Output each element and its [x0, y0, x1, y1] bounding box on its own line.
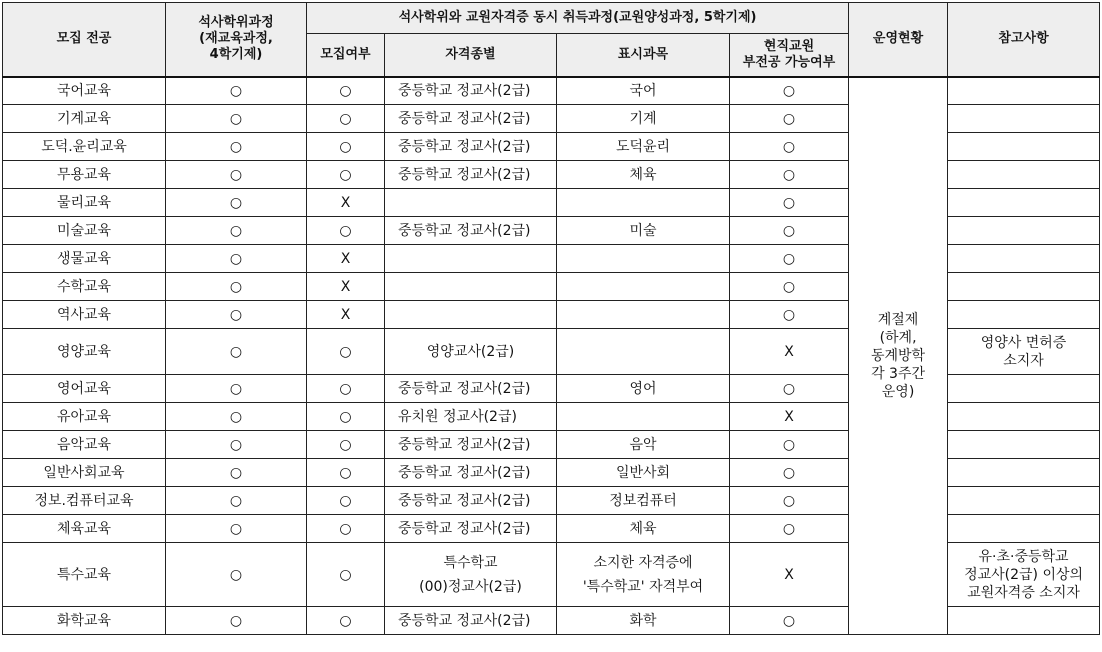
table-row	[3, 77, 1100, 105]
master-available-cell: ○	[166, 375, 307, 403]
teacher-minor-cell: ○	[730, 77, 849, 105]
reference-note-cell	[948, 105, 1100, 133]
reference-note-cell	[948, 189, 1100, 217]
major-cell: 음악교육	[3, 431, 166, 459]
teacher-minor-cell: ○	[730, 217, 849, 245]
display-subject-cell	[557, 273, 730, 301]
reference-note-cell	[948, 607, 1100, 635]
teacher-minor-cell: X	[730, 543, 849, 607]
teacher-minor-cell: ○	[730, 161, 849, 189]
display-subject-cell: 국어	[557, 77, 730, 105]
display-subject-cell: 체육	[557, 161, 730, 189]
recruit-cell: ○	[307, 607, 385, 635]
master-available-cell: ○	[166, 273, 307, 301]
major-cell: 도덕.윤리교육	[3, 133, 166, 161]
reference-note-cell	[948, 375, 1100, 403]
teacher-minor-cell: ○	[730, 273, 849, 301]
display-subject-cell: 미술	[557, 217, 730, 245]
reference-note-cell	[948, 133, 1100, 161]
master-available-cell: ○	[166, 217, 307, 245]
display-subject-cell: 음악	[557, 431, 730, 459]
teacher-minor-cell: ○	[730, 301, 849, 329]
major-cell: 역사교육	[3, 301, 166, 329]
major-cell: 무용교육	[3, 161, 166, 189]
reference-note-cell	[948, 403, 1100, 431]
reference-note-cell	[948, 245, 1100, 273]
license-type-cell: 중등학교 정교사(2급)	[385, 105, 557, 133]
table-body	[3, 77, 1100, 635]
display-subject-cell	[557, 245, 730, 273]
master-available-cell: ○	[166, 403, 307, 431]
display-subject-cell: 기계	[557, 105, 730, 133]
recruit-cell: ○	[307, 329, 385, 375]
program-table	[2, 2, 1100, 635]
header-license-type: 자격종별	[385, 34, 557, 77]
master-available-cell: ○	[166, 459, 307, 487]
header-reference: 참고사항	[948, 3, 1100, 77]
major-cell: 미술교육	[3, 217, 166, 245]
master-available-cell: ○	[166, 431, 307, 459]
master-available-cell: ○	[166, 543, 307, 607]
header-operation: 운영현황	[849, 3, 948, 77]
license-type-cell	[385, 273, 557, 301]
reference-note-cell	[948, 459, 1100, 487]
license-type-cell: 중등학교 정교사(2급)	[385, 77, 557, 105]
major-cell: 체육교육	[3, 515, 166, 543]
major-cell: 국어교육	[3, 77, 166, 105]
major-cell: 기계교육	[3, 105, 166, 133]
major-cell: 정보.컴퓨터교육	[3, 487, 166, 515]
teacher-minor-cell: ○	[730, 375, 849, 403]
major-cell: 일반사회교육	[3, 459, 166, 487]
license-type-cell	[385, 301, 557, 329]
header-teacher-minor: 현직교원 부전공 가능여부	[730, 34, 849, 77]
teacher-minor-cell: X	[730, 403, 849, 431]
display-subject-cell: 화학	[557, 607, 730, 635]
recruit-cell: ○	[307, 431, 385, 459]
recruit-cell: ○	[307, 105, 385, 133]
display-subject-cell	[557, 329, 730, 375]
license-type-cell: 중등학교 정교사(2급)	[385, 431, 557, 459]
major-cell: 영어교육	[3, 375, 166, 403]
header-combined-course: 석사학위와 교원자격증 동시 취득과정(교원양성과정, 5학기제)	[307, 3, 849, 34]
display-subject-cell: 일반사회	[557, 459, 730, 487]
teacher-minor-cell: ○	[730, 245, 849, 273]
major-cell: 생물교육	[3, 245, 166, 273]
major-cell: 수학교육	[3, 273, 166, 301]
recruit-cell: X	[307, 189, 385, 217]
master-available-cell: ○	[166, 161, 307, 189]
major-cell: 물리교육	[3, 189, 166, 217]
recruit-cell: ○	[307, 375, 385, 403]
major-cell: 화학교육	[3, 607, 166, 635]
reference-note-cell	[948, 77, 1100, 105]
reference-note-cell	[948, 431, 1100, 459]
recruit-cell: ○	[307, 403, 385, 431]
teacher-minor-cell: ○	[730, 133, 849, 161]
license-type-cell	[385, 189, 557, 217]
teacher-minor-cell: X	[730, 329, 849, 375]
master-available-cell: ○	[166, 245, 307, 273]
license-type-cell: 중등학교 정교사(2급)	[385, 607, 557, 635]
recruit-cell: ○	[307, 543, 385, 607]
recruit-cell: ○	[307, 161, 385, 189]
major-cell: 특수교육	[3, 543, 166, 607]
header-master-course: 석사학위과정 (재교육과정, 4학기제)	[166, 3, 307, 77]
operation-status-cell: 계절제 (하계, 동계방학 각 3주간 운영)	[849, 77, 948, 635]
license-type-cell: 특수학교 (00)정교사(2급)	[385, 543, 557, 607]
license-type-cell: 중등학교 정교사(2급)	[385, 459, 557, 487]
master-available-cell: ○	[166, 105, 307, 133]
license-type-cell: 영양교사(2급)	[385, 329, 557, 375]
display-subject-cell: 체육	[557, 515, 730, 543]
display-subject-cell	[557, 403, 730, 431]
teacher-minor-cell: ○	[730, 607, 849, 635]
display-subject-cell	[557, 301, 730, 329]
reference-note-cell	[948, 515, 1100, 543]
display-subject-cell: 정보컴퓨터	[557, 487, 730, 515]
recruit-cell: ○	[307, 217, 385, 245]
recruit-cell: ○	[307, 77, 385, 105]
recruit-cell: X	[307, 273, 385, 301]
license-type-cell: 중등학교 정교사(2급)	[385, 515, 557, 543]
reference-note-cell	[948, 273, 1100, 301]
major-cell: 유아교육	[3, 403, 166, 431]
reference-note-cell: 유·초·중등학교 정교사(2급) 이상의 교원자격증 소지자	[948, 543, 1100, 607]
teacher-minor-cell: ○	[730, 459, 849, 487]
master-available-cell: ○	[166, 189, 307, 217]
teacher-minor-cell: ○	[730, 105, 849, 133]
recruit-cell: ○	[307, 515, 385, 543]
reference-note-cell	[948, 301, 1100, 329]
recruit-cell: X	[307, 245, 385, 273]
recruit-cell: ○	[307, 459, 385, 487]
master-available-cell: ○	[166, 607, 307, 635]
display-subject-cell: 소지한 자격증에 '특수학교' 자격부여	[557, 543, 730, 607]
master-available-cell: ○	[166, 301, 307, 329]
display-subject-cell: 영어	[557, 375, 730, 403]
license-type-cell: 유치원 정교사(2급)	[385, 403, 557, 431]
recruit-cell: X	[307, 301, 385, 329]
license-type-cell	[385, 245, 557, 273]
master-available-cell: ○	[166, 77, 307, 105]
license-type-cell: 중등학교 정교사(2급)	[385, 375, 557, 403]
reference-note-cell	[948, 487, 1100, 515]
teacher-minor-cell: ○	[730, 487, 849, 515]
reference-note-cell	[948, 217, 1100, 245]
license-type-cell: 중등학교 정교사(2급)	[385, 161, 557, 189]
master-available-cell: ○	[166, 133, 307, 161]
recruit-cell: ○	[307, 487, 385, 515]
license-type-cell: 중등학교 정교사(2급)	[385, 487, 557, 515]
license-type-cell: 중등학교 정교사(2급)	[385, 217, 557, 245]
teacher-minor-cell: ○	[730, 515, 849, 543]
major-cell: 영양교육	[3, 329, 166, 375]
header-major: 모집 전공	[3, 3, 166, 77]
reference-note-cell	[948, 161, 1100, 189]
display-subject-cell: 도덕윤리	[557, 133, 730, 161]
recruit-cell: ○	[307, 133, 385, 161]
display-subject-cell	[557, 189, 730, 217]
header-recruit: 모집여부	[307, 34, 385, 77]
teacher-minor-cell: ○	[730, 431, 849, 459]
teacher-minor-cell: ○	[730, 189, 849, 217]
master-available-cell: ○	[166, 487, 307, 515]
reference-note-cell: 영양사 면허증 소지자	[948, 329, 1100, 375]
master-available-cell: ○	[166, 329, 307, 375]
master-available-cell: ○	[166, 515, 307, 543]
header-subject: 표시과목	[557, 34, 730, 77]
license-type-cell: 중등학교 정교사(2급)	[385, 133, 557, 161]
